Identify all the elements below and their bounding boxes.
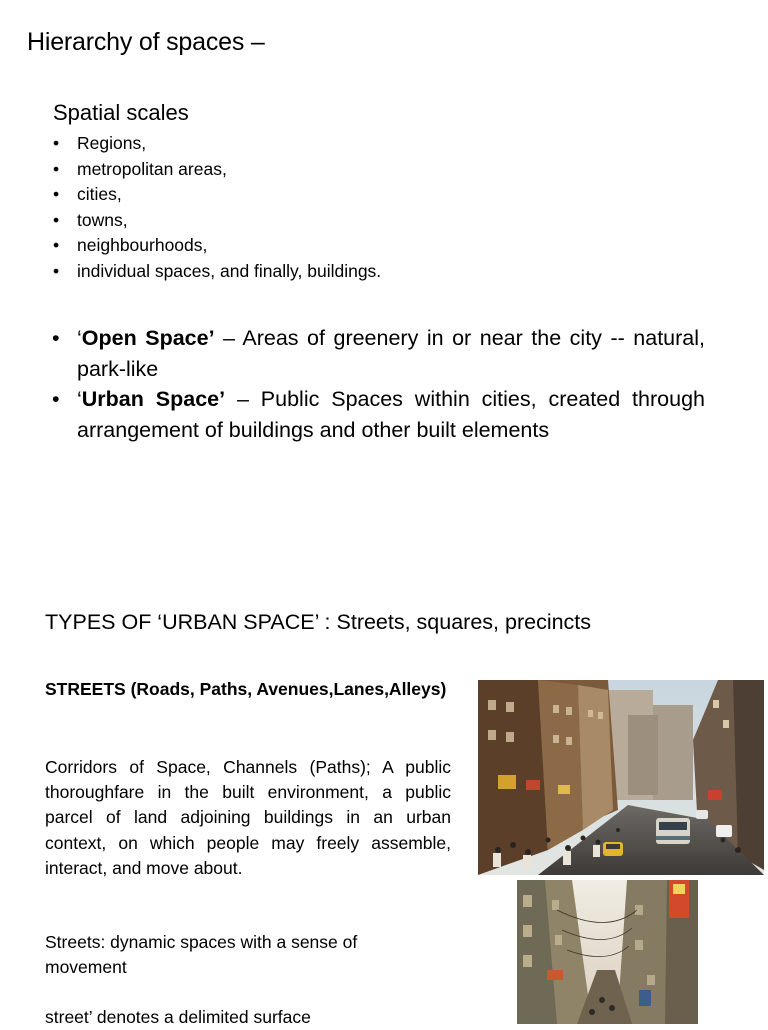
spatial-scales-heading: Spatial scales — [53, 100, 189, 125]
list-item: • individual spaces, and finally, buildings. — [53, 259, 381, 285]
list-item: • cities, — [53, 182, 381, 208]
streets-heading: STREETS (Roads, Paths, Avenues,Lanes,Alleys) — [45, 679, 447, 699]
open-space-definition — [50, 323, 705, 384]
page-title: Hierarchy of spaces – — [27, 28, 265, 56]
spatial-scales-list — [53, 131, 381, 284]
definition-text: – Public Spaces within cities, created through arrangement of buildings and other built elements — [77, 387, 705, 442]
list-item: • neighbourhoods, — [53, 233, 381, 259]
streets-dynamic-note: Streets: dynamic spaces with a sense of movement — [45, 932, 358, 978]
list-item: • metropolitan areas, — [53, 157, 381, 183]
definition-term: Urban Space’ — [81, 387, 226, 411]
street-definition-note: street’ denotes a delimited surface — [45, 1007, 311, 1027]
busy-city-street-photo — [478, 680, 764, 875]
list-item: • towns, — [53, 208, 381, 234]
streets-description: Corridors of Space, Channels (Paths); A public thoroughfare in the built environment, a public parcel of land adjoining buildings in an urban context, on which people may freely assemble, interact, and move about. — [45, 757, 451, 878]
definition-term: Open Space’ — [81, 326, 215, 350]
open-quote: ‘ — [77, 387, 82, 411]
urban-space-types-heading: TYPES OF ‘URBAN SPACE’ : Streets, squares, precincts — [45, 610, 592, 634]
definition-text: – Areas of greenery in or near the city -- natural, park-like — [77, 326, 705, 381]
narrow-alley-photo — [517, 880, 698, 1024]
list-item: • Regions, — [53, 131, 381, 157]
space-definitions-list — [50, 323, 705, 445]
open-quote: ‘ — [77, 326, 82, 350]
urban-space-definition — [50, 384, 705, 445]
